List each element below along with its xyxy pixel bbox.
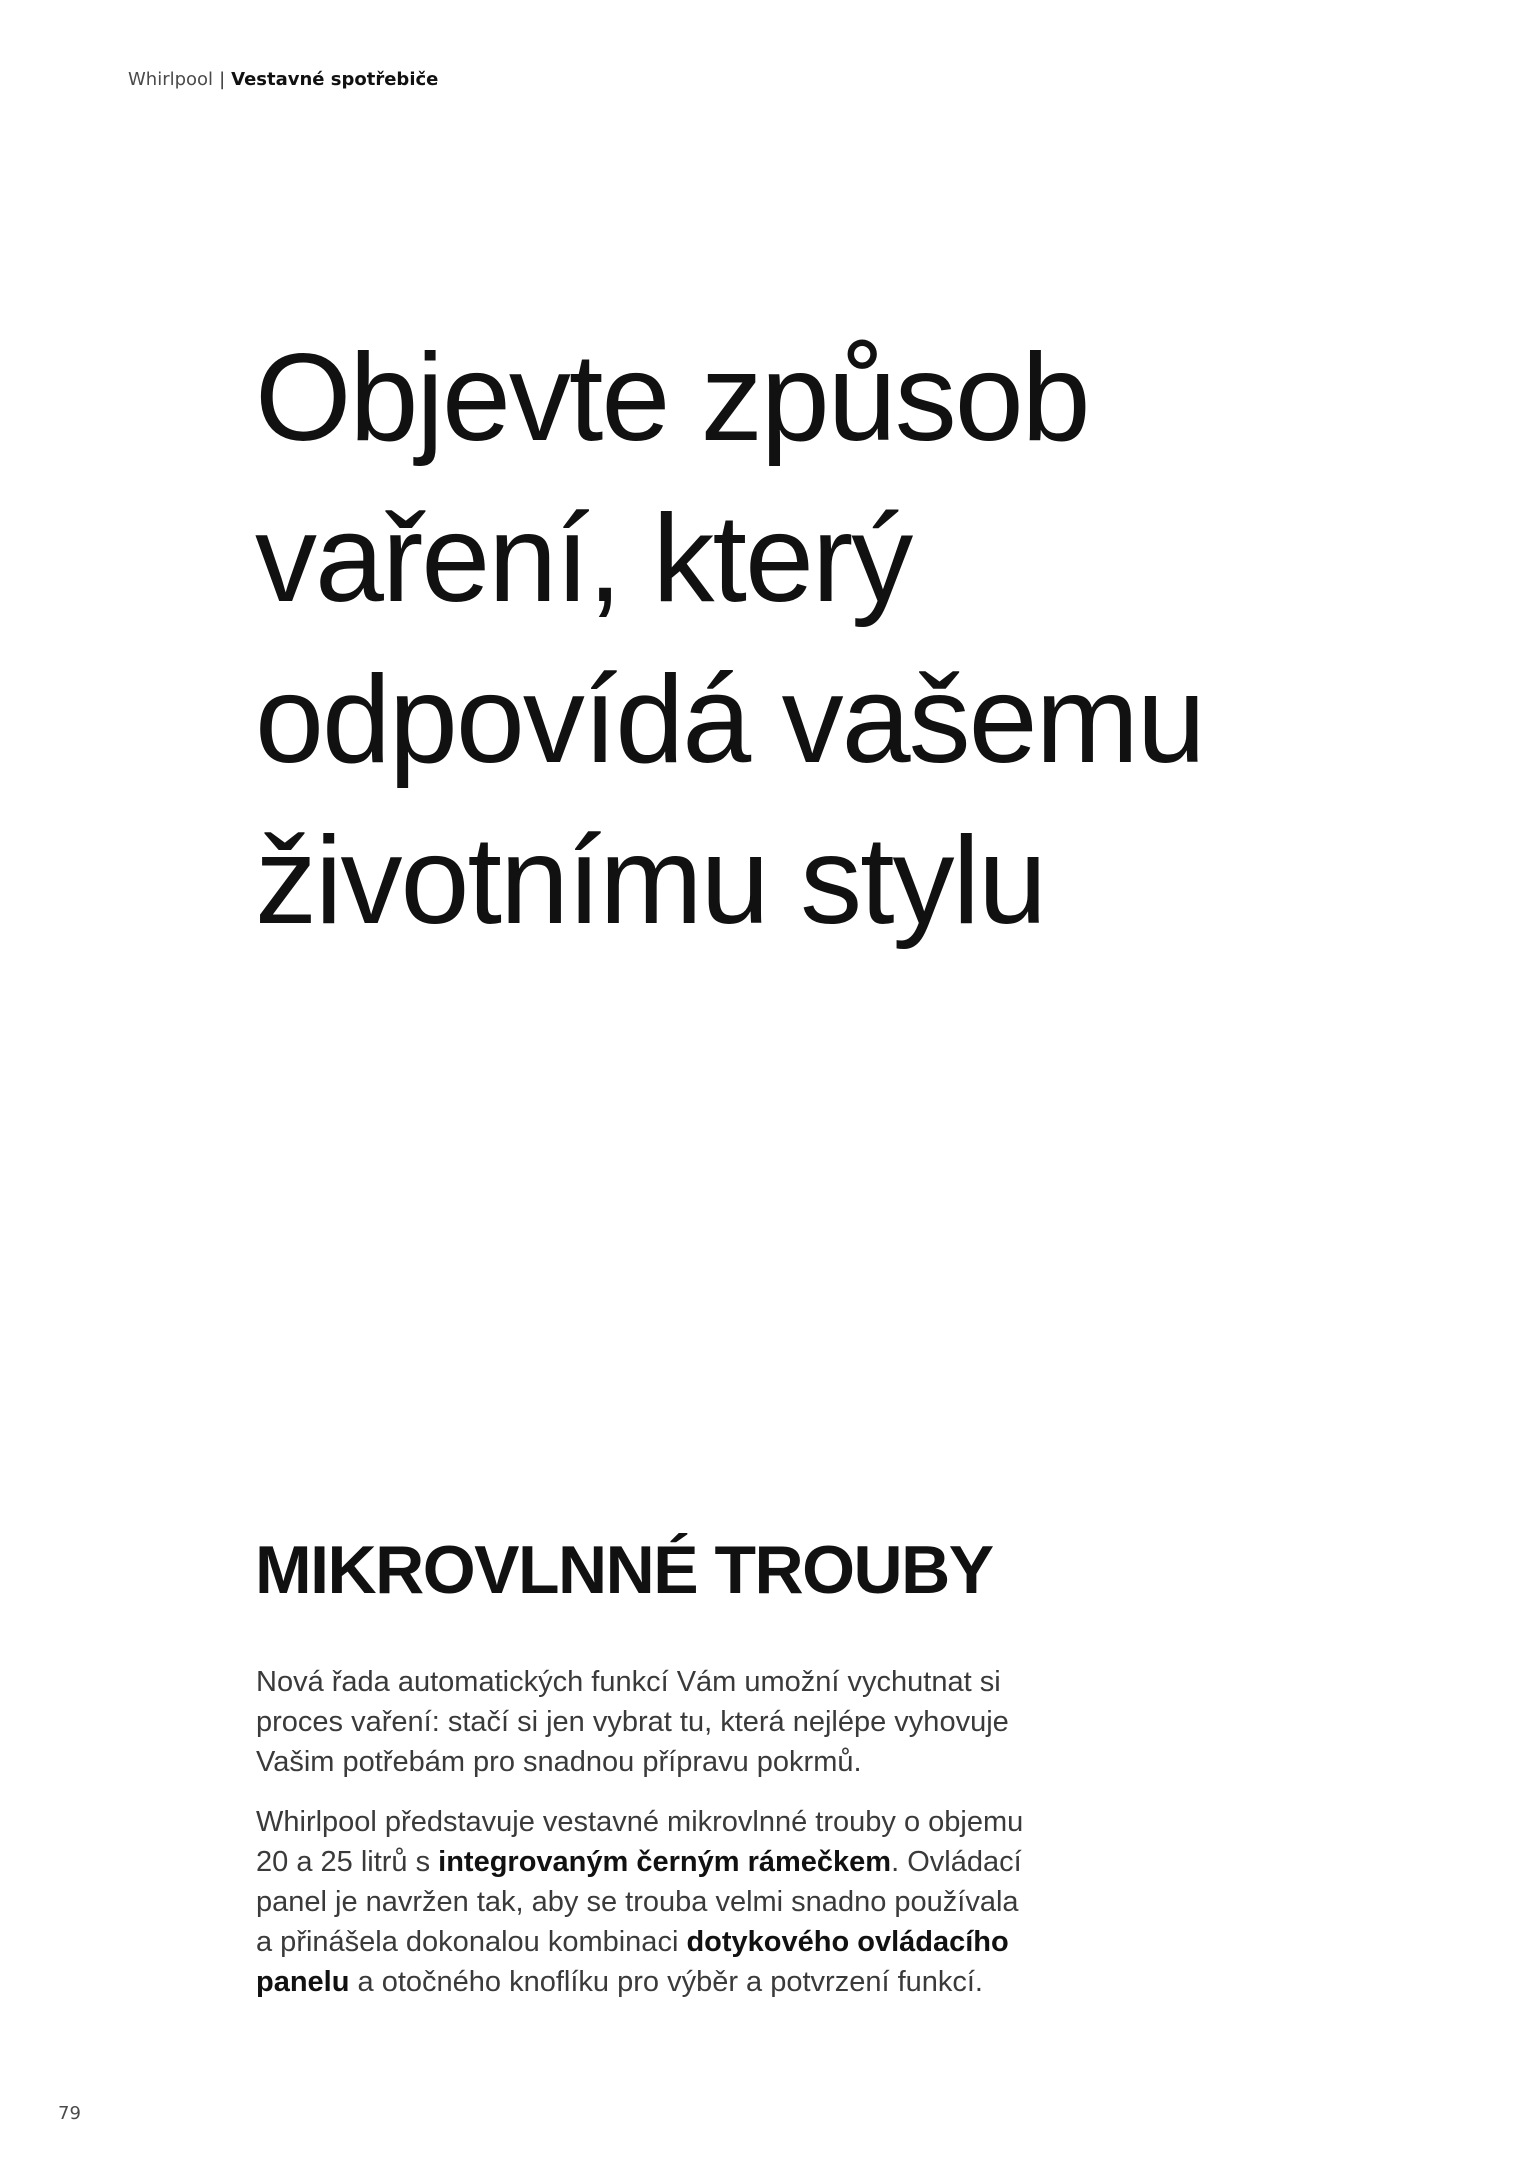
intro-paragraph — [256, 1662, 1016, 1782]
description-line-5 — [256, 1962, 1016, 2002]
headline — [255, 318, 1355, 962]
description-line-1: Whirlpool představuje vestavné mikrovlnné trouby o objemu — [256, 1806, 1024, 1838]
section-name: Vestavné spotřebiče — [231, 69, 439, 90]
description-text: . Ovládací — [891, 1846, 1022, 1878]
brand-name: Whirlpool — [128, 69, 214, 90]
intro-line-2: proces vaření: stačí si jen vybrat tu, která nejlépe vyhovuje — [256, 1706, 1009, 1738]
highlight-panel: panelu — [256, 1966, 350, 1998]
description-text: 20 a 25 litrů s — [256, 1846, 439, 1878]
description-line-4 — [256, 1922, 1016, 1962]
description-text: a přinášela dokonalou kombinaci — [256, 1926, 687, 1958]
intro-line-3: Vašim potřebám pro snadnou přípravu pokrmů. — [256, 1746, 862, 1778]
headline-line-1: Objevte způsob — [255, 329, 1089, 467]
description-line-3: panel je navržen tak, aby se trouba velmi snadno používala — [256, 1886, 1019, 1918]
header-separator: | — [219, 69, 226, 90]
description-paragraph — [256, 1802, 1024, 2002]
page-header — [128, 69, 438, 90]
headline-line-4: životnímu stylu — [255, 812, 1046, 950]
intro-line-1: Nová řada automatických funkcí Vám umožní vychutnat si — [256, 1666, 1001, 1698]
headline-line-3: odpovídá vašemu — [255, 651, 1204, 789]
page-number: 79 — [58, 2103, 81, 2124]
highlight-touch-control: dotykového ovládacího — [686, 1926, 1009, 1958]
description-text: a otočného knoflíku pro výběr a potvrzení funkcí. — [349, 1966, 983, 1998]
headline-line-2: vaření, který — [255, 490, 912, 628]
description-line-2 — [256, 1842, 1022, 1882]
highlight-black-frame: integrovaným černým rámečkem — [438, 1846, 892, 1878]
section-title: MIKROVLNNÉ TROUBY — [255, 1532, 993, 1608]
